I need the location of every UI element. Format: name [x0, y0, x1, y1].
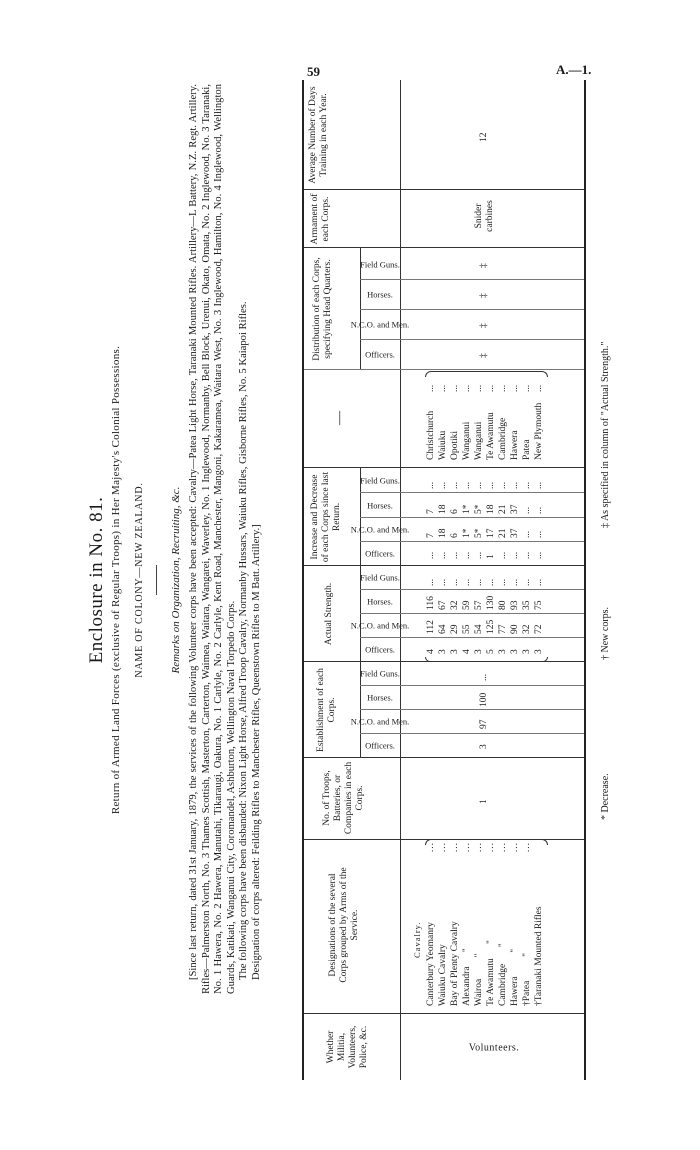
subheader-guns: Field Guns.	[360, 259, 400, 270]
cell-guns: ...	[426, 578, 436, 586]
leader-dots: ...	[486, 842, 496, 853]
table-row	[462, 842, 472, 1006]
cell-inc-hor: 7	[426, 509, 436, 514]
cell-hor: 35	[522, 600, 532, 610]
cell-inc-off: ...	[450, 551, 460, 559]
head-quarters: Cambridge	[498, 417, 508, 460]
leader-dots: ...	[474, 842, 484, 853]
cell-guns: ...	[462, 578, 472, 586]
leader-dots: ...	[510, 842, 520, 853]
cell-inc-guns: ...	[534, 481, 544, 489]
leader-dots: ...	[534, 384, 544, 392]
cell-inc-guns: ...	[522, 481, 532, 489]
cell-inc-men: ...	[522, 530, 532, 538]
subheader-officers: Officers.	[365, 740, 395, 751]
header-training: Average Number of Days Training in each Year.	[308, 86, 329, 184]
cell-inc-men: 1*	[462, 528, 472, 538]
head-quarters: Patea	[522, 439, 532, 460]
table-row	[522, 842, 532, 1006]
distribution-guns: ‡	[479, 263, 489, 268]
cell-inc-guns: ...	[426, 481, 436, 489]
cell-off: 4	[462, 649, 472, 654]
subheader-horses: Horses.	[367, 500, 393, 511]
cell-men: 29	[450, 624, 460, 634]
cell-inc-off: ...	[438, 551, 448, 559]
cell-off: 3	[474, 649, 484, 654]
subheader-guns: Field Guns.	[360, 475, 400, 486]
cell-inc-guns: ...	[486, 481, 496, 489]
corps-name: Canterbury Yeomanry	[426, 922, 436, 1006]
cell-inc-hor: 5*	[474, 504, 484, 514]
corps-name: Waiuku Cavalry	[438, 944, 448, 1006]
row-group-brace	[425, 657, 548, 662]
cell-inc-off: ...	[426, 551, 436, 559]
header-distribution: Distribution of each Corps, specifying Head Quarters.	[312, 257, 333, 361]
cell-guns: ...	[486, 578, 496, 586]
cell-inc-guns: ...	[474, 481, 484, 489]
cell-inc-hor: 6	[450, 509, 460, 514]
cell-inc-men: 18	[438, 528, 448, 538]
leader-dots: ...	[510, 384, 520, 392]
remarks-block	[188, 84, 263, 994]
subheader-guns: Field Guns.	[360, 572, 400, 583]
subheader-officers: Officers.	[365, 548, 395, 559]
table-row	[486, 842, 496, 1006]
establishment-men: 97	[479, 719, 489, 729]
header-companies: No. of Troops, Batteries, or Companies in each Corps.	[322, 761, 365, 835]
remarks-paragraph: The following corps have been disbanded: Nixon Light Horse, Alfred Troop Cavalry, Normanby Hussars, Waiuku Rifles, Gisborne Rifles, No. 5 Kaiapoi Rifles.	[238, 301, 249, 980]
cell-inc-hor: ...	[534, 506, 544, 514]
distribution-officers: ‡	[479, 353, 489, 358]
subheader-horses: Horses.	[367, 289, 393, 300]
head-quarters: Opotiki	[450, 430, 460, 460]
cell-inc-men: 7	[426, 533, 436, 538]
corps-name: Cambridge "	[498, 943, 508, 1006]
leader-dots: ...	[450, 384, 460, 392]
cell-inc-off: ...	[474, 551, 484, 559]
leader-dots: ...	[426, 384, 436, 392]
cell-inc-men: 6	[450, 533, 460, 538]
cell-men: 64	[438, 624, 448, 634]
cell-inc-off: ...	[510, 551, 520, 559]
head-quarters: Hawera	[510, 430, 520, 460]
subheader-officers: Officers.	[365, 349, 395, 360]
header-actual-strength: Actual Strength.	[324, 582, 334, 646]
leader-dots: ...	[462, 384, 472, 392]
cell-inc-hor: 18	[486, 504, 496, 514]
header-increase-decrease: Increase and Decrease of each Corps since last Return.	[310, 471, 342, 563]
cell-men: 54	[474, 624, 484, 634]
footnote-decrease: * Decrease.	[600, 773, 611, 820]
cell-hor: 130	[486, 595, 496, 610]
subheader-nco: N.C.O. and Men.	[350, 524, 410, 535]
cell-hor: 32	[450, 600, 460, 610]
cell-off: 5	[486, 649, 496, 654]
cell-inc-men: ...	[534, 530, 544, 538]
row-group-brace	[425, 371, 548, 377]
cell-inc-men: 17	[486, 528, 496, 538]
cell-inc-off: ...	[462, 551, 472, 559]
leader-dots: ...	[462, 842, 472, 853]
cell-hor: 67	[438, 600, 448, 610]
colony-name: NAME OF COLONY—NEW ZEALAND.	[134, 482, 145, 678]
footnote-specified: ‡ As specified in column of "Actual Strength."	[600, 341, 611, 528]
header-designations: Designations of the several Corps grouped by Arms of the Service.	[328, 867, 360, 983]
cell-hor: 57	[474, 600, 484, 610]
corps-name: †Patea "	[522, 953, 532, 1006]
corps-name: Alexandra "	[462, 948, 472, 1006]
head-quarters: Wanganui	[474, 421, 484, 460]
head-quarters: New Plymouth	[534, 402, 544, 460]
cell-inc-hor: ...	[522, 506, 532, 514]
establishment-officers: 3	[479, 744, 489, 749]
leader-dots: ...	[498, 384, 508, 392]
volunteers-label: Volunteers.	[468, 1042, 520, 1054]
subheader-horses: Horses.	[367, 692, 393, 703]
leader-dots: ...	[522, 384, 532, 392]
establishment-horses: 100	[479, 692, 489, 707]
document-reference: A.—1.	[556, 62, 592, 77]
establishment-guns: ...	[479, 673, 489, 681]
return-table	[302, 80, 586, 1080]
cell-guns: ...	[450, 578, 460, 586]
cell-guns: ...	[498, 578, 508, 586]
return-subtitle: Return of Armed Land Forces (exclusive of Regular Troops) in Her Majesty's Colonial Possessions.	[110, 345, 122, 815]
cell-guns: ...	[474, 578, 484, 586]
table-row	[534, 842, 544, 1006]
cell-men: 112	[426, 620, 436, 634]
corps-name: Hawera "	[510, 948, 520, 1006]
cell-off: 3	[510, 649, 520, 654]
header-armament: Armament of each Corps.	[310, 193, 331, 245]
subheader-officers: Officers.	[365, 644, 395, 655]
cell-off: 3	[522, 649, 532, 654]
head-quarters: Te Awamutu	[486, 412, 496, 460]
head-quarters: Christchurch	[426, 410, 436, 460]
cell-inc-guns: ...	[450, 481, 460, 489]
leader-dots: ...	[450, 842, 460, 853]
cell-off: 3	[534, 649, 544, 654]
cell-inc-guns: ...	[462, 481, 472, 489]
header-establishment: Establishment of each Corps.	[316, 668, 337, 752]
cell-men: 125	[486, 619, 496, 634]
table-row	[510, 842, 520, 1006]
cell-inc-hor: 37	[510, 504, 520, 514]
cell-men: 72	[534, 624, 544, 634]
header-distribution-dash: —	[332, 411, 347, 425]
training-days-value: 12	[479, 132, 489, 142]
table-row	[474, 842, 484, 1006]
cell-hor: 75	[534, 600, 544, 610]
leader-dots: ...	[486, 384, 496, 392]
subheader-nco: N.C.O. and Men.	[350, 716, 410, 727]
head-quarters: Wanganui	[462, 421, 472, 460]
corps-name: Wairoa "	[474, 953, 484, 1006]
cell-inc-guns: ...	[438, 481, 448, 489]
cell-hor: 93	[510, 600, 520, 610]
cell-inc-off: ...	[534, 551, 544, 559]
cell-inc-men: 37	[510, 528, 520, 538]
cell-hor: 116	[426, 596, 436, 610]
cavalry-section-label: Cavalry.	[412, 921, 422, 958]
leader-dots: ...	[426, 842, 436, 853]
armament-value: Snider carbines	[474, 200, 495, 232]
title-separator	[156, 565, 157, 595]
remarks-paragraph: Designation of corps altered: Feilding Rifles to Manchester Rifles, Queenstown Rifles to M Batt. Artillery.]	[250, 524, 262, 980]
cell-inc-men: 5*	[474, 528, 484, 538]
cell-inc-off: ...	[522, 551, 532, 559]
cell-men: 90	[510, 624, 520, 634]
table-row	[438, 842, 448, 1006]
leader-dots: ...	[438, 842, 448, 853]
cell-hor: 59	[462, 600, 472, 610]
leader-dots: ...	[522, 842, 532, 853]
header-militia: Whether Militia, Volunteers, Police, &c.	[326, 1025, 369, 1069]
cell-inc-men: 21	[498, 528, 508, 538]
corps-name: Bay of Plenty Cavalry	[450, 921, 460, 1006]
table-row	[450, 842, 460, 1006]
head-quarters: Waiuku	[438, 430, 448, 460]
rotated-return-page	[70, 80, 650, 1080]
cell-guns: ...	[534, 578, 544, 586]
remarks-heading: Remarks on Organization, Recruiting, &c.	[170, 486, 182, 674]
cell-off: 3	[438, 649, 448, 654]
cell-men: 55	[462, 624, 472, 634]
cell-guns: ...	[438, 578, 448, 586]
cell-inc-hor: 21	[498, 504, 508, 514]
cell-guns: ...	[510, 578, 520, 586]
table-row	[498, 842, 508, 1006]
subheader-horses: Horses.	[367, 596, 393, 607]
cell-hor: 80	[498, 600, 508, 610]
distribution-horses: ‡	[479, 293, 489, 298]
cell-off: 3	[498, 649, 508, 654]
cell-inc-hor: 1*	[462, 504, 472, 514]
cell-inc-hor: 18	[438, 504, 448, 514]
page-number: 59	[307, 64, 320, 79]
table-row	[426, 842, 436, 1006]
leader-dots: ...	[498, 842, 508, 853]
leader-dots: ...	[474, 384, 484, 392]
cell-men: 77	[498, 624, 508, 634]
cell-off: 3	[450, 649, 460, 654]
cell-guns: ...	[522, 578, 532, 586]
cell-men: 32	[522, 624, 532, 634]
corps-name: Te Awamutu "	[486, 940, 496, 1006]
cell-inc-off: 1	[486, 554, 496, 559]
remarks-paragraph: [Since last return, dated 31st January, 1879, the services of the following Volunteer corps have been accepted: Cavalry—Patea Light Horse, Taranaki Mounted Rifles. Artillery—L Battery, N.Z. Regt. Artillery. Rifles—Palmerston North, No. 3 Thames Scottish, Masterton, Carterton, Waimea, Waitara, Wangarei, Waverley, No. 1 Inglewood, Normanby, Bell Block, Urenui, Okato, Omata, No. 2 Inglewood, No. 3 Taranaki, No. 1 Hawera, No. 2 Hawera, Manutahi, Tikaraugi, Oakura, No. 1 Carlyle, No. 2 Carlyle, Kent Road, Manchester, Mangoni, Kakaramea, Waitara West, No. 3 Inglewood, Hamilton, No. 4 Inglewood, Wellington Guards, Katikati, Wanganui City, Coromandel, Ashburton, Wellington Naval Torpedo Corps.	[188, 84, 237, 994]
subheader-nco: N.C.O. and Men.	[350, 319, 410, 330]
cell-off: 4	[426, 649, 436, 654]
footnote-new-corps: † New corps.	[600, 606, 611, 660]
enclosure-title: Enclosure in No. 81.	[86, 496, 107, 664]
subheader-nco: N.C.O. and Men.	[350, 620, 410, 631]
distribution-men: ‡	[479, 323, 489, 328]
cell-inc-off: ...	[498, 551, 508, 559]
companies-value: 1	[479, 799, 489, 804]
cell-inc-guns: ...	[510, 481, 520, 489]
subheader-guns: Field Guns.	[360, 668, 400, 679]
leader-dots: ...	[438, 384, 448, 392]
corps-name: †Taranaki Mounted Rifles	[534, 906, 544, 1006]
cell-inc-guns: ...	[498, 481, 508, 489]
